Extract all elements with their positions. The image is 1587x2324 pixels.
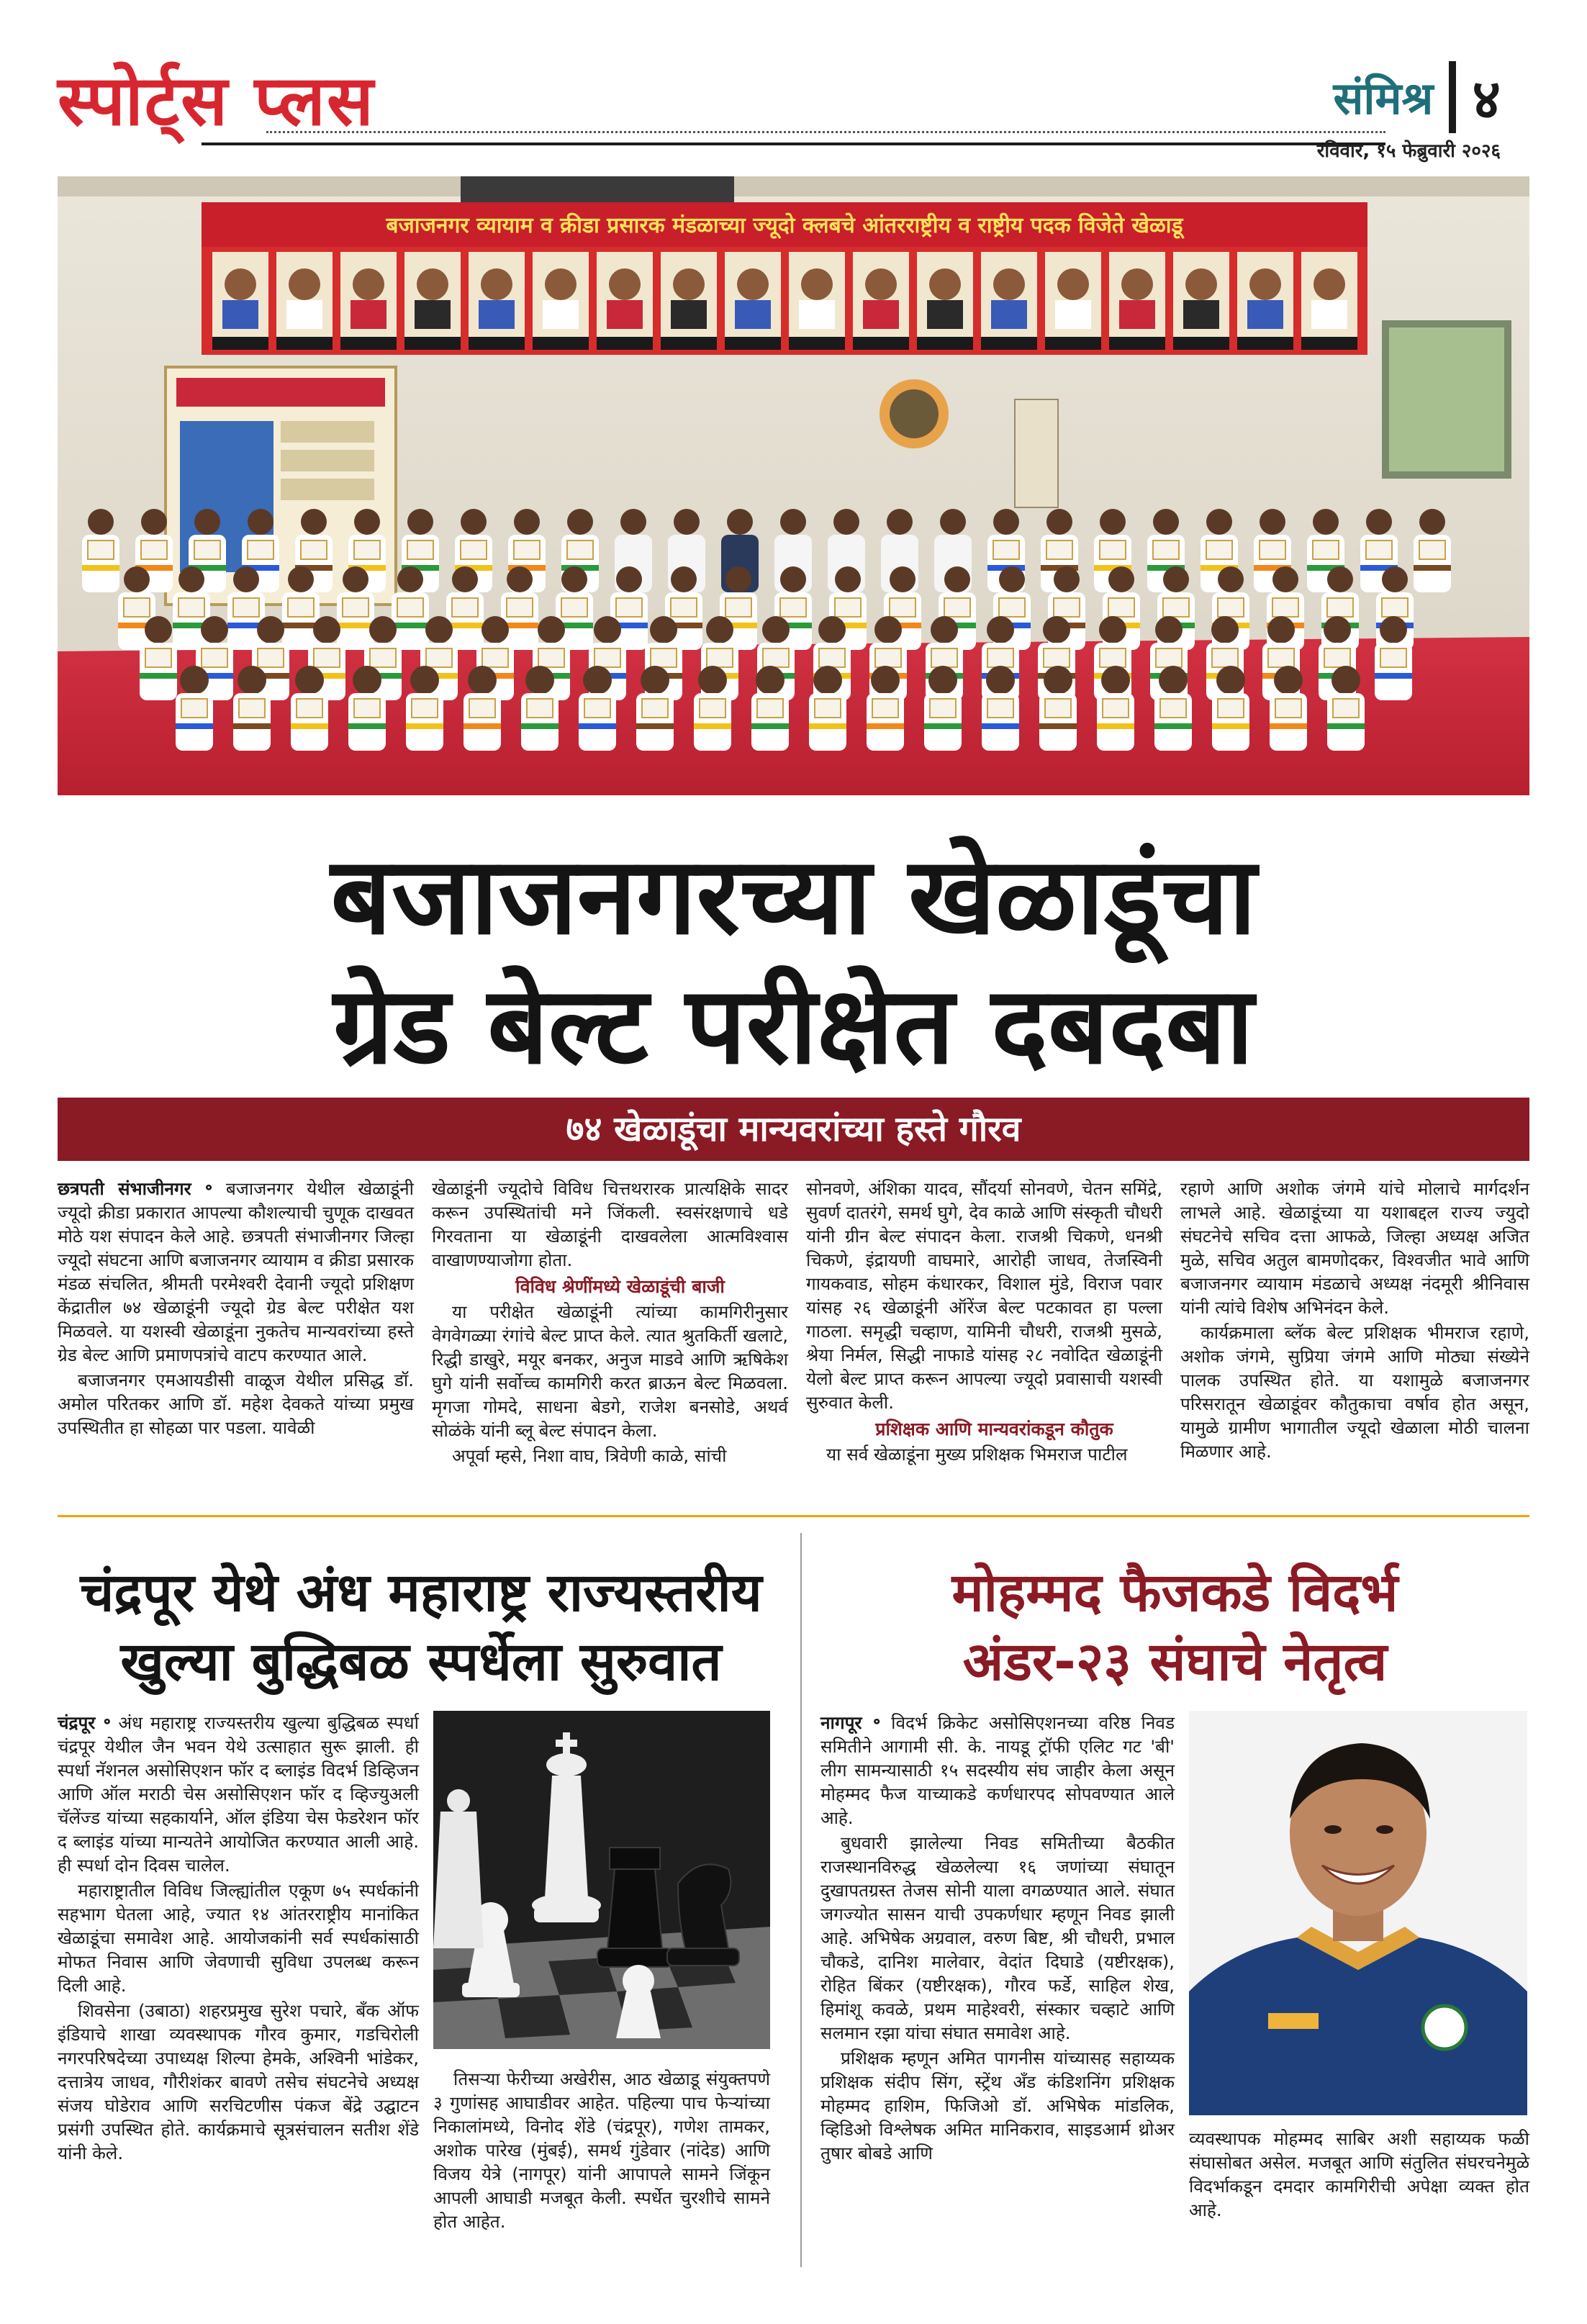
body-paragraph: खेळाडूंनी ज्यूदोचे विविध चित्तथरारक प्रात्यक्षिके सादर करून उपस्थितांची मने जिंकली. स्वसंरक्षणाचे धडे गिरवताना या खेळाडूंनी दाखवलेला आत्मविश्वास वाखाणण्याजोगा होता. bbox=[432, 1178, 788, 1270]
lead-column-2 bbox=[432, 1177, 788, 1469]
section-divider bbox=[58, 1515, 1529, 1517]
chess-headline-line-2: खुल्या बुद्धिबळ स्पर्धेला सुरुवात bbox=[120, 1631, 722, 1693]
masthead bbox=[58, 50, 1529, 162]
body-paragraph: तिसऱ्या फेरीच्या अखेरीस, आठ खेळाडू संयुक्तपणे ३ गुणांसह आघाडीवर आहेत. पहिल्या पाच फेऱ्यांच्या निकालांमध्ये, विनोद शेंडे (चंद्रपूर), गणेश तामकर, अशोक पारेख (मुंबई), समर्थ गुंडेवार (नांदेड) आणि विजय येत्रे (नागपूर) यांनी आपापले सामने जिंकून आपली आघाडी मजबूत केली. स्पर्धेत चुरशीचे सामने होत आहेत. bbox=[433, 2068, 770, 2232]
body-paragraph: बुधवारी झालेल्या निवड समितीच्या बैठकीत राजस्थानविरुद्ध खेळलेल्या १६ जणांच्या संघातून दुखापतग्रस्त तेजस सोनी याला वगळण्यात आले. संघात जगज्योत सासन याची उपकर्णधार म्हणून निवड झाली आहे. अभिषेक अग्रवाल, वरुण बिष्ट, श्री चौधरी, प्रभाल चौकडे, दानिश मालेवार, वेदांत दिघाडे (यष्टीरक्षक), रोहित बिंकर (यष्टीरक्षक), गौरव फर्डे, साहिल शेख, हिमांशू कवळे, प्रथम माहेश्वरी, संस्कार चव्हाटे आणि सलमान रझा यांचा संघात समावेश आहे. bbox=[820, 1832, 1175, 2043]
masthead-rule bbox=[202, 143, 1385, 145]
page-number: ४ bbox=[1472, 66, 1501, 131]
lead-headline-line-1: बजाजनगरच्या खेळाडूंचा bbox=[330, 834, 1257, 958]
cricket-column-2 bbox=[1189, 2127, 1529, 2223]
section-separator bbox=[1449, 61, 1456, 133]
body-text: विदर्भ क्रिकेट असोसिएशनच्या वरिष्ठ निवड समितीने आगामी सी. के. नायडू ट्रॉफी एलिट गट 'बी' लीग सामन्यासाठी १५ सदस्यीय संघ जाहीर केला असून मोहम्मद फैज याच्याकडे कर्णधारपद सोपवण्यात आले आहे. bbox=[820, 1712, 1175, 1828]
dateline-place: नागपूर ॰ bbox=[820, 1712, 881, 1733]
chess-headline-line-1: चंद्रपूर येथे अंध महाराष्ट्र राज्यस्तरीय bbox=[80, 1562, 762, 1624]
chess-pieces-photo bbox=[433, 1711, 770, 2049]
chess-headline bbox=[58, 1558, 785, 1696]
body-text: बजाजनगर येथील खेळाडूंनी ज्यूदो क्रीडा प्रकारात आपल्या कौशल्याची चुणूक दाखवत मोठे यश संपादन केले आहे. छत्रपती संभाजीनगर जिल्हा ज्यूदो संघटना आणि बजाजनगर व्यायाम व क्रीडा प्रसारक मंडळ संचलित, श्रीमती परमेश्वरी देवानी ज्यूदो प्रशिक्षण केंद्रातील ७४ खेळाडूंनी ज्यूदो ग्रेड बेल्ट परीक्षेत यश मिळवले. या यशस्वी खेळाडूंना नुकतेच मान्यवरांच्या हस्ते ग्रेड बेल्ट आणि प्रमाणपत्रांचे वाटप करण्यात आले. bbox=[58, 1178, 414, 1365]
lead-column-4 bbox=[1180, 1177, 1529, 1465]
dateline: रविवार, १५ फेब्रुवारी २०२६ bbox=[1316, 140, 1501, 162]
body-paragraph: व्यवस्थापक मोहम्मद साबिर अशी सहाय्यक फळी संघासोबत असेल. मजबूत आणि संतुलित संघरचनेमुळे विदर्भाकडून दमदार कामगिरीची अपेक्षा व्यक्त होत आहे. bbox=[1189, 2128, 1529, 2220]
body-paragraph: अपूर्वा म्हसे, निशा वाघ, त्रिवेणी काळे, सांची bbox=[452, 1445, 727, 1466]
cricket-headline bbox=[820, 1558, 1529, 1696]
masthead-dotted-rule bbox=[266, 131, 1385, 133]
dateline-place: छत्रपती संभाजीनगर ॰ bbox=[58, 1178, 213, 1199]
cricket-headline-line-2: अंडर-२३ संघाचे नेतृत्व bbox=[962, 1631, 1388, 1693]
lead-headline-line-2: ग्रेड बेल्ट परीक्षेत दबदबा bbox=[333, 964, 1254, 1088]
subheading: विविध श्रेणींमध्ये खेळाडूंची बाजी bbox=[515, 1276, 725, 1297]
body-text: अंध महाराष्ट्र राज्यस्तरीय खुल्या बुद्धिबळ स्पर्धा चंद्रपूर येथील जैन भवन येथे उत्साहात सुरू झाली. ही स्पर्धा नॅशनल असोसिएशन फॉर द ब्लाइंड विदर्भ डिव्हिजन आणि ऑल मराठी चेस असोसिएशन फॉर द व्हिज्युअली चॅलेंज्ड यांच्या सहकार्याने, ऑल इंडिया चेस फेडरेशन फॉर द ब्लाइंड यांच्या मान्यतेने आयोजित करण्यात आली आहे. ही स्पर्धा दोन दिवस चालेल. bbox=[58, 1712, 420, 1876]
body-paragraph: रहाणे आणि अशोक जंगमे यांचे मोलाचे मार्गदर्शन लाभले आहे. खेळाडूंच्या या यशाबद्दल राज्य ज्युदो संघटनेचे सचिव दत्ता आफळे, जिल्हा अध्यक्ष अजित मुळे, सचिव अतुल बामणोदकर, विश्वजीत भावे आणि बजाजनगर व्यायाम मंडळाचे अध्यक्ष नंदमूरी श्रीनिवास यांनी त्यांचे विशेष अभिनंदन केले. bbox=[1180, 1178, 1529, 1318]
body-paragraph: महाराष्ट्रातील विविध जिल्ह्यांतील एकूण ७५ स्पर्धकांनी सहभाग घेतला आहे, ज्यात १४ आंतरराष्ट्रीय मानांकित खेळाडूंचा समावेश आहे. आयोजकांनी सर्व स्पर्धकांसाठी मोफत निवास आणि जेवणाची सुविधा उपलब्ध करून दिली आहे. bbox=[58, 1880, 419, 1996]
cricket-column-1 bbox=[820, 1711, 1175, 2166]
section-block bbox=[1334, 58, 1501, 137]
main-group-photo bbox=[58, 176, 1529, 795]
body-paragraph: कार्यक्रमाला ब्लॅक बेल्ट प्रशिक्षक भीमराज रहाणे, अशोक जंगमे, सुप्रिया जंगमे आणि मोठ्या संख्येने पालक उपस्थित होते. या यशामुळे बजाजनगर परिसरातून खेळाडूंवर कौतुकाचा वर्षाव होत असून, यामुळे ग्रामीण भागातील ज्यूदो खेळाला मोठी चालना मिळणार आहे. bbox=[1180, 1322, 1529, 1462]
player-portrait-photo bbox=[1189, 1711, 1527, 2115]
dateline-place: चंद्रपूर ॰ bbox=[58, 1712, 111, 1733]
chess-column-2 bbox=[433, 2067, 770, 2235]
lead-kicker: ७४ खेळाडूंचा मान्यवरांच्या हस्ते गौरव bbox=[58, 1098, 1529, 1161]
cricket-headline-line-1: मोहम्मद फैजकडे विदर्भ bbox=[951, 1562, 1398, 1624]
column-divider bbox=[800, 1533, 802, 2267]
body-paragraph: या सर्व खेळाडूंना मुख्य प्रशिक्षक भिमराज पाटील bbox=[826, 1444, 1128, 1465]
banner-text: बजाजनगर व्यायाम व क्रीडा प्रसारक मंडळाच्या ज्यूदो क्लबचे आंतरराष्ट्रीय व राष्ट्रीय पदक विजेते खेळाडू bbox=[386, 213, 1183, 238]
brand-logo: स्पोर्ट्स प्लस bbox=[58, 60, 375, 141]
body-paragraph: शिवसेना (उबाठा) शहरप्रमुख सुरेश पचारे, बँक ऑफ इंडियाचे शाखा व्यवस्थापक गौरव कुमार, गडचिरोली नगरपरिषदेच्या उपाध्यक्ष शिल्पा हेमके, अश्विनी भांडेकर, दत्तात्रेय जाधव, गौरीशंकर बावणे तसेच संघटनेचे अध्यक्ष संजय घोडेराव आणि सरचिटणीस पंकज बेंद्रे उद्घाटन प्रसंगी उपस्थित होते. कार्यक्रमाचे सूत्रसंचालन सतीश शेंडे यांनी केले. bbox=[58, 2000, 419, 2164]
lead-column-3 bbox=[806, 1177, 1162, 1468]
body-paragraph: सोनवणे, अंशिका यादव, सौंदर्या सोनवणे, चेतन समिंद्रे, सुवर्ण दातरंगे, समर्थ घुगे, देव काळे आणि संस्कृती चौधरी यांनी ग्रीन बेल्ट संपादन केला. राजश्री चिकणे, धनश्री चिकणे, इंद्रायणी वाघमारे, आरोही जाधव, तेजस्विनी गायकवाड, सोहम कंधारकर, विशाल मुंडे, विराज पवार यांसह २६ खेळाडूंनी ऑरेंज बेल्ट पटकावत हा पल्ला गाठला. समृद्धी चव्हाण, यामिनी चौधरी, राजश्री मुसळे, श्रेया निर्मल, सिद्धी नाफाडे यांसह २८ नवोदित खेळाडूंनी येलो बेल्ट प्राप्त करून आपल्या ज्यूदो प्रवासाची यशस्वी सुरुवात केली. bbox=[806, 1178, 1162, 1413]
lead-paragraph bbox=[58, 1177, 414, 1367]
lead-paragraph bbox=[58, 1711, 419, 1877]
body-paragraph: बजाजनगर एमआयडीसी वाळूज येथील प्रसिद्ध डॉ. अमोल परितकर आणि डॉ. महेश देवकते यांच्या प्रमुख उपस्थितीत हा सोहळा पार पडला. यावेळी bbox=[58, 1370, 414, 1438]
body-paragraph: या परीक्षेत खेळाडूंनी त्यांच्या कामगिरीनुसार वेगवेगळ्या रंगांचे बेल्ट प्राप्त केले. त्यात श्रुतकिर्ती खलाटे, रिद्धी डाखुरे, मयूर बनकर, अनुज माडवे आणि ऋषिकेश घुगे यांनी सर्वोच्च कामगिरी करत ब्राऊन बेल्ट मिळवला. मृगजा गोमदे, साधना बेडगे, राजेश बनसोडे, अथर्व सोळंके यांनी ब्लू बेल्ट संपादन केला. bbox=[432, 1301, 788, 1441]
lead-column-1 bbox=[58, 1177, 414, 1441]
section-name: संमिश्र bbox=[1333, 72, 1434, 125]
lead-headline bbox=[58, 831, 1529, 1090]
lead-paragraph bbox=[820, 1711, 1175, 1830]
chess-column-1 bbox=[58, 1711, 419, 2166]
body-paragraph: प्रशिक्षक म्हणून अमित पागनीस यांच्यासह सहाय्यक प्रशिक्षक संदीप सिंग, स्ट्रेंथ अँड कंडिशनिंग प्रशिक्षक मोहम्मद हाशिम, फिजिओ डॉ. अभिषेक मांडलिक, व्हिडिओ विश्लेषक अमित मानिकराव, साइडआर्म थ्रोअर तुषार बोबडे आणि bbox=[820, 2048, 1175, 2164]
subheading: प्रशिक्षक आणि मान्यवरांकडून कौतुक bbox=[875, 1419, 1113, 1439]
